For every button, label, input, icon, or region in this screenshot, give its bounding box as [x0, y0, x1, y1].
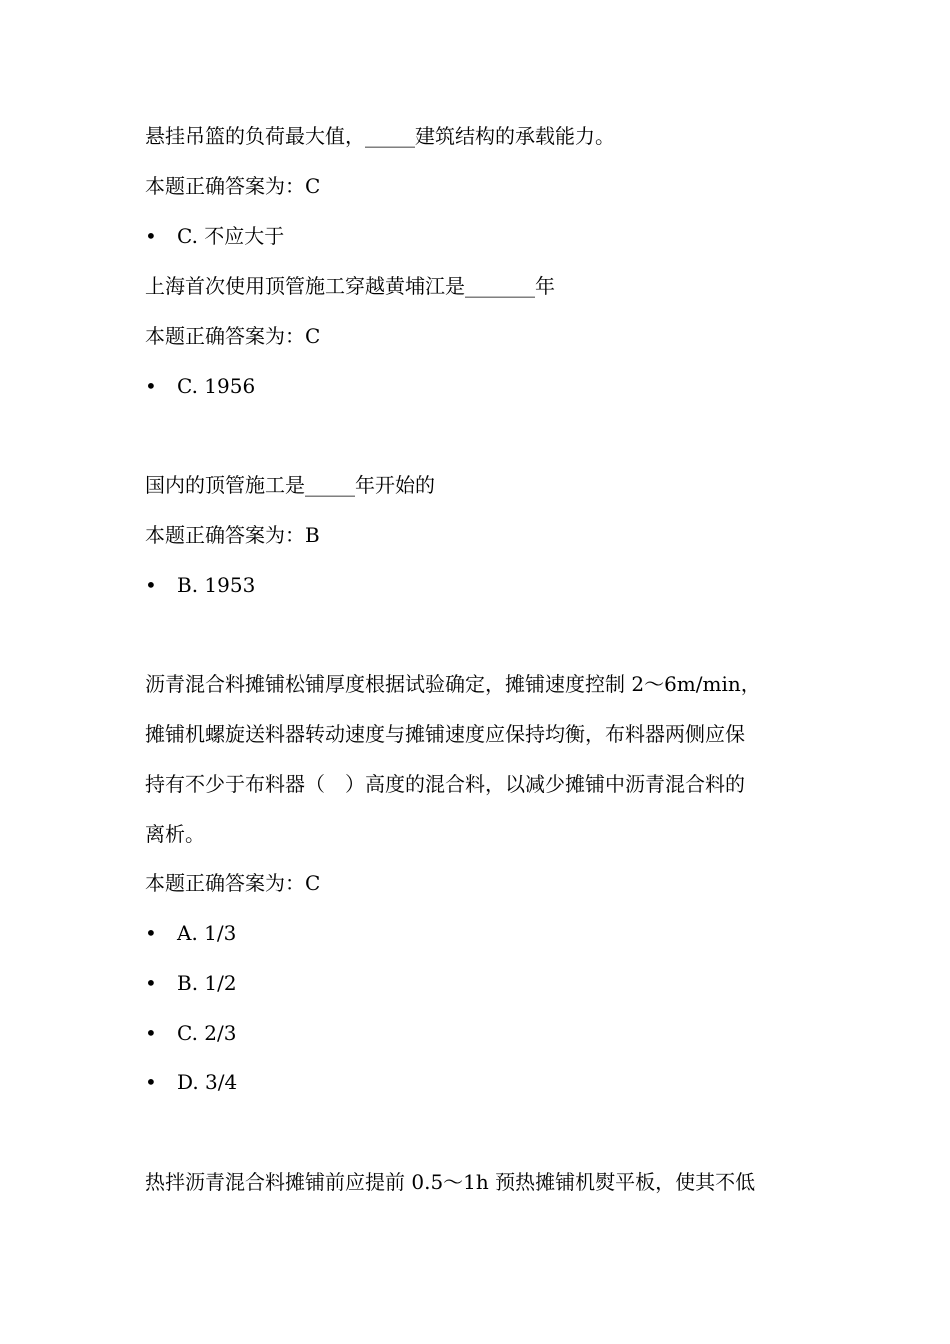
option-label: B. 1/2	[177, 971, 237, 995]
question-3-answer: 本题正确答案为：B	[145, 523, 320, 547]
question-4-text-line-4: 离析。	[145, 822, 205, 846]
question-4-answer: 本题正确答案为：C	[145, 871, 321, 895]
question-4-option-b	[145, 970, 237, 996]
bullet-icon: •	[145, 374, 157, 398]
bullet-icon: •	[145, 1021, 157, 1045]
option-label: C. 不应大于	[177, 224, 285, 248]
option-label: C. 1956	[177, 374, 256, 398]
question-1-answer: 本题正确答案为：C	[145, 174, 321, 198]
question-4-text-line-3: 持有不少于布料器（ ）高度的混合料，以减少摊铺中沥青混合料的	[145, 772, 745, 796]
option-label: C. 2/3	[177, 1021, 237, 1045]
question-3-text: 国内的顶管施工是_____年开始的	[145, 473, 435, 497]
bullet-icon: •	[145, 1070, 157, 1094]
question-4-option-d	[145, 1069, 237, 1095]
question-2-text: 上海首次使用顶管施工穿越黄埔江是_______年	[145, 274, 555, 298]
bullet-icon: •	[145, 224, 157, 248]
question-4-option-a	[145, 920, 236, 946]
question-1-text: 悬挂吊篮的负荷最大值，_____建筑结构的承载能力。	[145, 124, 615, 148]
question-2-answer: 本题正确答案为：C	[145, 324, 321, 348]
bullet-icon: •	[145, 921, 157, 945]
bullet-icon: •	[145, 573, 157, 597]
option-label: A. 1/3	[177, 921, 237, 945]
question-3-option-b	[145, 572, 255, 598]
question-4-text-line-2: 摊铺机螺旋送料器转动速度与摊铺速度应保持均衡，布料器两侧应保	[145, 722, 745, 746]
bullet-icon: •	[145, 971, 157, 995]
question-5-text-line-1: 热拌沥青混合料摊铺前应提前 0.5～1h 预热摊铺机熨平板，使其不低	[145, 1170, 756, 1194]
option-label: B. 1953	[177, 573, 256, 597]
question-2-option-c	[145, 373, 255, 399]
question-4-option-c	[145, 1020, 237, 1046]
question-4-text-line-1: 沥青混合料摊铺松铺厚度根据试验确定，摊铺速度控制 2～6m/min，	[145, 672, 761, 696]
question-1-option-c	[145, 223, 284, 249]
option-label: D. 3/4	[177, 1070, 238, 1094]
